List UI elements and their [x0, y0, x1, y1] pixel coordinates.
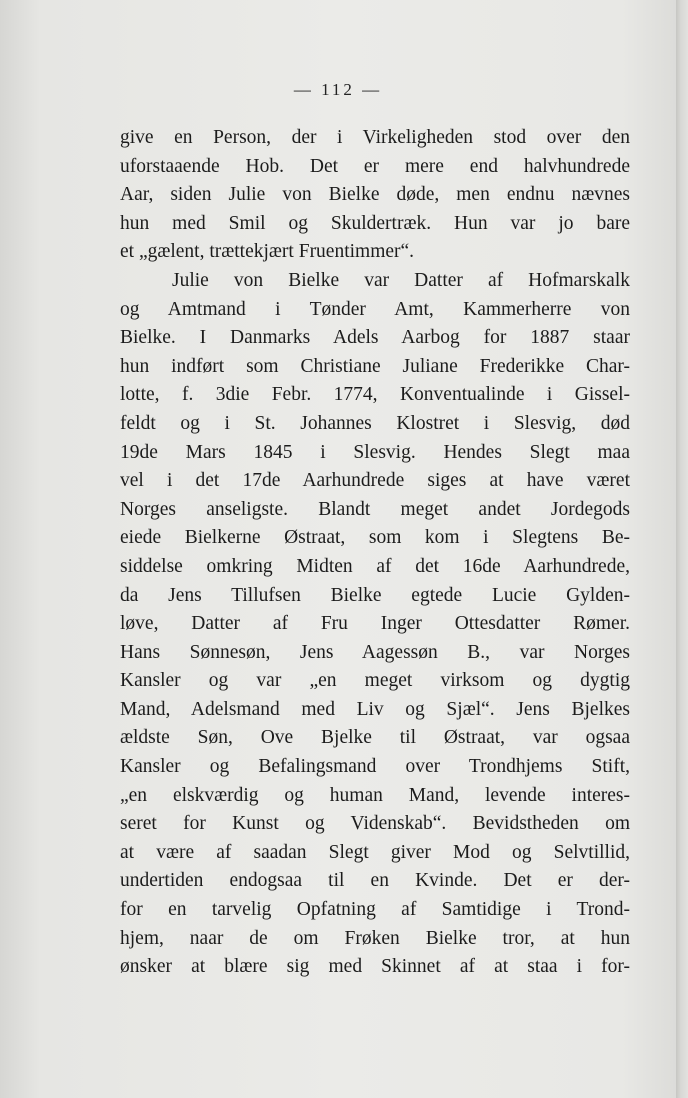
- body-text: [120, 124, 630, 982]
- text-line: undertiden endogsaa til en Kvinde. Det er der-: [120, 870, 630, 892]
- text-line: „en elskværdig og human Mand, levende interes-: [120, 784, 630, 806]
- text-line: lotte, f. 3die Febr. 1774, Konventualinde i Gissel-: [120, 384, 630, 406]
- text-line: ældste Søn, Ove Bjelke til Østraat, var ogsaa: [120, 727, 630, 749]
- text-line: vel i det 17de Aarhundrede siges at have været: [120, 470, 630, 492]
- text-line: 19de Mars 1845 i Slesvig. Hendes Slegt maa: [120, 441, 630, 463]
- text-line: Norges anseligste. Blandt meget andet Jordegods: [120, 498, 630, 520]
- text-line: hun med Smil og Skuldertræk. Hun var jo bare: [120, 212, 630, 234]
- text-line: Aar, siden Julie von Bielke døde, men endnu nævnes: [120, 184, 630, 206]
- text-line: og Amtmand i Tønder Amt, Kammerherre von: [120, 298, 630, 320]
- text-line: at være af saadan Slegt giver Mod og Selvtillid,: [120, 841, 630, 863]
- text-line: da Jens Tillufsen Bielke egtede Lucie Gylden-: [120, 584, 630, 606]
- text-line: et „gælent, trættekjært Fruentimmer“.: [120, 241, 415, 263]
- page-edge: [676, 0, 688, 1098]
- page-number: — 112 —: [293, 80, 383, 99]
- text-line: hjem, naar de om Frøken Bielke tror, at hun: [120, 927, 630, 949]
- text-line: feldt og i St. Johannes Klostret i Slesvig, død: [120, 412, 630, 434]
- text-line: seret for Kunst og Videnskab“. Bevidstheden om: [120, 813, 630, 835]
- text-line: Mand, Adelsmand med Liv og Sjæl“. Jens Bjelkes: [120, 698, 630, 720]
- text-line: løve, Datter af Fru Inger Ottesdatter Rømer.: [120, 613, 630, 635]
- text-line: Hans Sønnesøn, Jens Aagessøn B., var Norges: [120, 641, 630, 663]
- text-line: Kansler og Befalingsmand over Trondhjems Stift,: [120, 756, 630, 778]
- text-line: siddelse omkring Midten af det 16de Aarhundrede,: [120, 555, 630, 577]
- text-line: Julie von Bielke var Datter af Hofmarskalk: [172, 269, 630, 291]
- text-line: hun indført som Christiane Juliane Frederikke Char-: [120, 355, 630, 377]
- text-line: Bielke. I Danmarks Adels Aarbog for 1887 staar: [120, 327, 630, 349]
- text-line: give en Person, der i Virkeligheden stod over den: [120, 127, 630, 148]
- text-line: Kansler og var „en meget virksom og dygtig: [120, 670, 630, 692]
- text-line: for en tarvelig Opfatning af Samtidige i Trond-: [120, 899, 630, 921]
- text-line: ønsker at blære sig med Skinnet af at staa i for-: [120, 956, 630, 978]
- text-line: uforstaaende Hob. Det er mere end halvhundrede: [120, 155, 630, 177]
- text-line: eiede Bielkerne Østraat, som kom i Slegtens Be-: [120, 527, 630, 549]
